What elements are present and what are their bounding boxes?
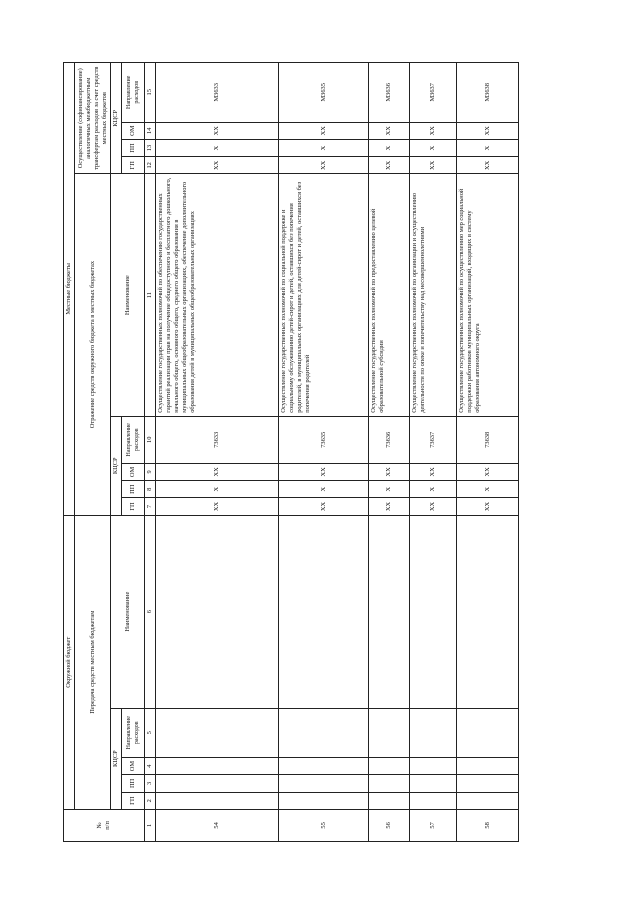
colnum: 11 [144, 174, 155, 416]
pp-cell: Х [156, 481, 279, 498]
nr-cell: 73637 [410, 416, 457, 463]
gp2-cell: ХХ [279, 157, 369, 174]
row-number: 57 [410, 809, 457, 841]
gp-cell: ХХ [410, 498, 457, 515]
rotated-table-wrap [63, 62, 519, 842]
gp2-cell: ХХ [457, 157, 519, 174]
name-cell: Осуществление государственных полномочий по осуществлению мер социальной поддержки работников муниципальных организаций, входящих в систему образования автономного округа [457, 174, 519, 416]
colnum: 15 [144, 63, 155, 123]
table-row [369, 63, 410, 842]
table-row [156, 63, 279, 842]
om2-cell: ХХ [279, 122, 369, 139]
header-cofin: Осуществление (софинансирование) аналогичных межбюджетным трансфертам расходов за счет средств местных бюджетов [75, 63, 111, 174]
name-cell-empty [279, 515, 369, 708]
row-number: 56 [369, 809, 410, 841]
om-cell: ХХ [279, 463, 369, 480]
nr-cell: 73638 [457, 416, 519, 463]
header-transfer: Передача средств местным бюджетам [75, 515, 111, 809]
nr-cell-empty [279, 708, 369, 757]
gp-cell-empty [410, 792, 457, 809]
pp2-cell: Х [156, 139, 279, 156]
pp2-cell: Х [410, 139, 457, 156]
om-cell-empty [156, 757, 279, 774]
header-okr: Окружной бюджет [64, 515, 75, 809]
pp2-cell: Х [457, 139, 519, 156]
gp-cell-empty [156, 792, 279, 809]
table-row [410, 63, 457, 842]
colnum: 3 [144, 775, 155, 792]
name-cell-empty [410, 515, 457, 708]
pp-cell: Х [457, 481, 519, 498]
name-cell: Осуществление государственных полномочий по социальной поддержке и социальному обслуживанию детей-сирот и детей, оставшихся без попечения родителей, в муниципальных организациях для детей-сирот и детей, оставшихся без попечения родителей [279, 174, 369, 416]
nr-cell-empty [457, 708, 519, 757]
name-cell: Осуществление государственных полномочий по предоставлению целевой образовательной субсидии [369, 174, 410, 416]
name-cell: Осуществление государственных полномочий по организации и осуществлению деятельности по опеке и попечительству над несовершеннолетними [410, 174, 457, 416]
pp2-cell: Х [369, 139, 410, 156]
name-cell-empty [156, 515, 279, 708]
om-cell: ХХ [410, 463, 457, 480]
nr-cell: 73636 [369, 416, 410, 463]
nr-cell-empty [410, 708, 457, 757]
pp-cell-empty [369, 775, 410, 792]
header-kcsr-3: КЦСР [111, 63, 122, 174]
gp2-cell: ХХ [156, 157, 279, 174]
colnum: 1 [144, 809, 155, 841]
om-cell-empty [410, 757, 457, 774]
nr-cell: 73633 [156, 416, 279, 463]
colnum: 13 [144, 139, 155, 156]
header-pp-1: ПП [122, 775, 145, 792]
om2-cell: ХХ [457, 122, 519, 139]
row-number: 54 [156, 809, 279, 841]
pp-cell-empty [410, 775, 457, 792]
om-cell: ХХ [156, 463, 279, 480]
pp2-cell: Х [279, 139, 369, 156]
om-cell-empty [457, 757, 519, 774]
colnum-row [144, 63, 155, 842]
row-number: 55 [279, 809, 369, 841]
gp-cell-empty [457, 792, 519, 809]
om2-cell: ХХ [410, 122, 457, 139]
nr2-cell: М3637 [410, 63, 457, 123]
gp2-cell: ХХ [369, 157, 410, 174]
table-row [457, 63, 519, 842]
header-kcsr-2: КЦСР [111, 416, 122, 515]
colnum: 8 [144, 481, 155, 498]
colnum: 2 [144, 792, 155, 809]
nr-cell-empty [369, 708, 410, 757]
header-num: № п/п [64, 809, 145, 841]
name-cell: Осуществление государственных полномочий по обеспечению государственных гарантий реализации прав на получение общедоступного и бесплатного дошкольного, начального общего, основного общего, среднего общего образования в муниципальных общеобразовательных организациях, обеспечение дополнительного образования детей в муниципальных общеобразовательных организациях [156, 174, 279, 416]
table-row [279, 63, 369, 842]
header-nr-3: Направление расходов [122, 63, 145, 123]
nr2-cell: М3633 [156, 63, 279, 123]
name-cell-empty [457, 515, 519, 708]
header-name-2: Наименование [111, 174, 145, 416]
header-nr-1: Направление расходов [122, 708, 145, 757]
header-om-3: ОМ [122, 122, 145, 139]
header-loc: Местные бюджеты [64, 63, 75, 516]
row-number: 58 [457, 809, 519, 841]
pp-cell-empty [457, 775, 519, 792]
gp-cell-empty [369, 792, 410, 809]
om2-cell: ХХ [156, 122, 279, 139]
header-nr-2: Направление расходов [122, 416, 145, 463]
pp-cell: Х [369, 481, 410, 498]
pp-cell-empty [156, 775, 279, 792]
budget-table [63, 62, 519, 842]
colnum: 6 [144, 515, 155, 708]
om2-cell: ХХ [369, 122, 410, 139]
nr-cell: 73635 [279, 416, 369, 463]
header-reflect: Отражение средств окружного бюджета в местных бюджетах [75, 174, 111, 515]
gp-cell: ХХ [279, 498, 369, 515]
header-pp-2: ПП [122, 481, 145, 498]
header-gp-2: ГП [122, 498, 145, 515]
header-kcsr-1: КЦСР [111, 708, 122, 809]
colnum: 7 [144, 498, 155, 515]
header-gp-1: ГП [122, 792, 145, 809]
header-gp-3: ГП [122, 157, 145, 174]
colnum: 14 [144, 122, 155, 139]
om-cell-empty [279, 757, 369, 774]
pp-cell: Х [279, 481, 369, 498]
header-om-2: ОМ [122, 463, 145, 480]
colnum: 9 [144, 463, 155, 480]
gp-cell: ХХ [457, 498, 519, 515]
om-cell-empty [369, 757, 410, 774]
header-om-1: ОМ [122, 757, 145, 774]
gp-cell: ХХ [156, 498, 279, 515]
nr-cell-empty [156, 708, 279, 757]
pp-cell-empty [279, 775, 369, 792]
nr2-cell: М3635 [279, 63, 369, 123]
gp-cell: ХХ [369, 498, 410, 515]
colnum: 4 [144, 757, 155, 774]
colnum: 10 [144, 416, 155, 463]
colnum: 5 [144, 708, 155, 757]
header-pp-3: ПП [122, 139, 145, 156]
gp-cell-empty [279, 792, 369, 809]
gp2-cell: ХХ [410, 157, 457, 174]
pp-cell: Х [410, 481, 457, 498]
om-cell: ХХ [369, 463, 410, 480]
name-cell-empty [369, 515, 410, 708]
om-cell: ХХ [457, 463, 519, 480]
colnum: 12 [144, 157, 155, 174]
nr2-cell: М3638 [457, 63, 519, 123]
nr2-cell: М3636 [369, 63, 410, 123]
header-name-1: Наименование [111, 515, 145, 708]
